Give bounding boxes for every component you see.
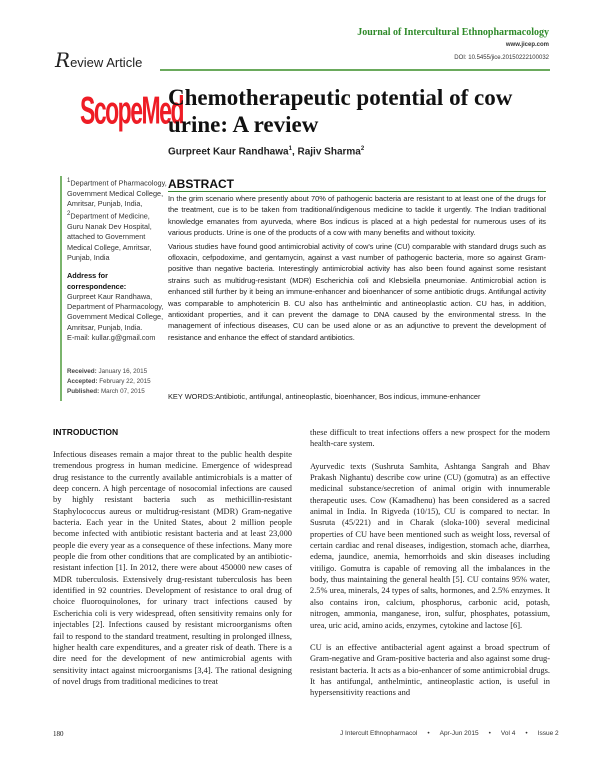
article-type-rest: eview Article	[70, 55, 143, 70]
author-name: Gurpreet Kaur Randhawa	[168, 146, 289, 158]
footer-date: Apr-Jun 2015	[439, 730, 479, 737]
affiliation-2: Department of Medicine, Guru Nanak Dev Hospital, attached to Government Medical College, Amritsar, Punjab, India	[67, 211, 152, 262]
abstract-body	[168, 193, 546, 345]
author-sup: 2	[360, 146, 365, 152]
abstract-paragraph: In the grim scenario where presently about 70% of pathogenic bacteria are resistant to at least one of the drugs for the treatment, cue is to be taken from traditional/indigenous medicine to tackle it urgently. The Indian traditional knowledge emanates from ayurveda, where Bos indicus is placed at a high pedestal for numerous uses of its various products. Urine is one of the products of a cow with many benefits and without toxicity.	[168, 194, 546, 238]
accepted-label: Accepted:	[67, 378, 98, 385]
body-paragraph: these difficult to treat infections offers a new prospect for the modern health-care system.	[310, 428, 550, 449]
introduction-heading: INTRODUCTION	[53, 427, 119, 437]
body-paragraph: Infectious diseases remain a major threat to the public health despite tremendous progress in human medicine. Emergence of widespread drug resistance to the currently available antimicrobials is a matter of deep concern. A high percentage of nosocomial infections are caused by highly resistant bacteria such as methicillin-resistant Staphylococcus aureus or multidrug-resistant (MDR) Gram-negative bacteria. Each year in the United States, about 2 million people become infected with antibiotic resistant bacteria and at least 23,000 people die every year as a consequence of these infections. Many more people die from other conditions that are complicated by an antibiotic-resistant infection [1]. In 2012, there were about 450000 new cases of MDR tuberculosis. Extensively drug-resistant tuberculosis has been identified in 92 countries. Development of resistance to oral drug of choice fluoroquinolones, for urinary tract infections caused by Escherichia coli is very widespread, often sensitivity remains only for injectables [2]. Infections caused by resistant microorganisms often fail to respond to the standard treatment, resulting in prolonged illness, higher health care expenditures, and a greater risk of death. There is a dire need for the development of new antimicrobial agents with sensitivity intact against microorganisms [3,4]. The rational designing of novel drugs from traditional medicines to treat	[53, 450, 292, 686]
received-label: Received:	[67, 368, 97, 375]
footer-citation	[335, 730, 564, 737]
scopemed-logo: ScopeMed	[80, 88, 184, 133]
body-paragraph: Ayurvedic texts (Sushruta Samhita, Ashtanga Sangrah and Bhav Prakash Nighantu) describe cow urine (CU) (gomutra) as an effective medicinal substance/secretion of animal origin with innumerable therapeutic uses. Cow (Kamadhenu) has been considered as a sacred animal in India. In Rigveda (10/15), CU is compared to nectar. In Susruta (45/221) and in Charak (sloka-100) several medicinal properties of CU have been mentioned such as weight loss, reversal of certain cardiac and renal diseases, indigestion, stomach ache, diarrhea, edema, jaundice, anemia, hemorrhoids and skin diseases including vitiligo. Gomutra is capable of removing all the imbalances in the body, thus maintaining the general health [5]. CU contains 95% water, 2.5% urea, minerals, 24 types of salts, hormones, and 2.5% enzymes. It also contains iron, calcium, phosphorus, carbonic acid, potash, nitrogen, ammonia, manganese, iron, sulfur, phosphates, potassium, urea, uric acid, amino acids, enzymes, cytokine and lactose [6].	[310, 461, 550, 630]
right-column	[310, 427, 550, 710]
article-title: Chemotherapeutic potential of cow urine: A review	[168, 85, 513, 137]
author-sup: 1	[288, 146, 292, 152]
correspondence-email[interactable]: E-mail: kullar.g@gmail.com	[67, 333, 156, 342]
dates	[60, 367, 151, 401]
keywords-text: Antibiotic, antifungal, antineoplastic, bioenhancer, Bos indicus, immune-enhancer	[215, 392, 481, 401]
keywords	[168, 392, 481, 401]
footer-volume: Vol 4	[500, 730, 516, 737]
body-paragraph: CU is an effective antibacterial agent against a broad spectrum of Gram-negative and Gram-positive bacteria and also against some drug-resistant bacteria. It acts as a bio-enhancer of some antimicrobial drugs. It has antifungal, anthelmintic, antineoplastic action, is useful in hypersensitivity reactions and	[310, 642, 550, 698]
page-number: 180	[53, 730, 64, 738]
footer-journal: J Intercult Ethnopharmacol	[340, 730, 418, 737]
bullet: •	[488, 730, 491, 737]
footer-issue: Issue 2	[537, 730, 559, 737]
affiliations-sidebar	[60, 176, 167, 378]
left-column	[53, 449, 292, 698]
affil-sup: 2	[67, 211, 71, 218]
correspondence	[67, 271, 167, 343]
keywords-label: KEY WORDS:	[168, 392, 216, 401]
affiliations	[67, 176, 167, 263]
published-label: Published:	[67, 388, 100, 395]
author-separator: ,	[291, 146, 298, 158]
journal-url[interactable]: www.jicep.com	[505, 42, 549, 48]
author-name: Rajiv Sharma	[297, 146, 361, 158]
doi: DOI: 10.5455/jice.20150222100032	[454, 55, 549, 61]
abstract-paragraph: Various studies have found good antimicrobial activity of cow's urine (CU) comparable with standard drugs such as ofloxacin, cefpodoxime, and gentamycin, against a vast number of pathogenic bacteria, more so against Gram-positive than negative bacteria. Interestingly antimicrobial activity has also been found against some resistant strains such as multidrug-resistant (MDR) Escherichia coli and Klebsiella pneumoniae. Antimicrobial action is enhanced still further by it being an immune-enhancer and bioenhancer of some antibiotic drugs. Antifungal activity was comparable to amphotericin B. CU also has anthelmintic and antineoplastic action. CU has, in addition, antioxidant properties, and it can prevent the damage to DNA caused by the environmental stress. In the management of infectious diseases, CU can be used alone or as an adjunctive to prevent the development of resistance and enhance the effect of standard antibiotics.	[168, 241, 546, 342]
published-date: March 07, 2015	[100, 388, 145, 395]
article-type	[55, 48, 142, 72]
abstract-heading: ABSTRACT	[168, 177, 546, 192]
article-type-initial: R	[55, 48, 71, 72]
correspondence-address: Gurpreet Kaur Randhawa, Department of Pharmacology, Government Medical College, Amritsar, Punjab, India.	[67, 291, 164, 332]
correspondence-label: Address for correspondence:	[67, 271, 127, 291]
affiliation-1: Department of Pharmacology, Government Medical College, Amritsar, Punjab, India,	[67, 178, 167, 209]
bullet: •	[427, 730, 430, 737]
received-date: January 16, 2015	[98, 368, 148, 375]
header-divider	[160, 69, 550, 71]
journal-name: Journal of Intercultural Ethnopharmacology	[357, 27, 549, 38]
accepted-date: February 22, 2015	[99, 378, 151, 385]
authors	[168, 146, 364, 157]
bullet: •	[525, 730, 528, 737]
affil-sup: 1	[67, 178, 71, 184]
